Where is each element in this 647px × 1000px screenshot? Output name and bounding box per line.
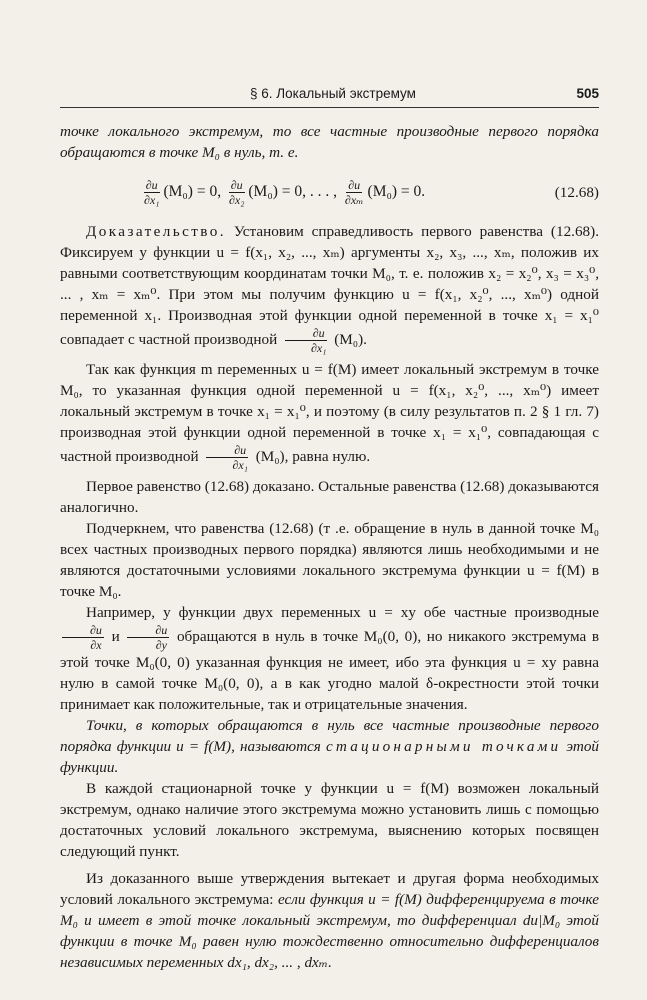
proof-fraction: $\frac{\partial u}{\text{∂x₁}}$ — [283, 326, 328, 355]
para5-fraction-x: $\frac{\partial u}{\partial x}$ — [62, 623, 104, 652]
fraction-3: $\frac{\partial u}{\text{∂xₘ}}$ — [344, 177, 364, 207]
paragraph-5: Например, у функции двух переменных u = xy обе частные производные $\frac{\partial u}{\partial x}$ и $\frac{\partial u}{\partial y}$ обращаются в нуль в точке M₀(0, 0), но никакого экстремума в этой точке M₀(0, 0) указанная функция не имеет, ибо эта функция u = xy равна нулю в самой точке M₀(0, 0), а в как угодно малой δ-окрестности этой точки принимает как положительные, так и отрицательные значения. — [60, 604, 600, 713]
page-body — [60, 121, 599, 973]
proof-label: Доказательство. — [86, 223, 226, 240]
paragraph-7: В каждой стационарной точке у функции u = f(M) возможен локальный экстремум, однако наличие этого экстремума можно установить лишь с помощью достаточных условий локального экстремума, выяснению которых посвящен следующий пункт. — [60, 780, 599, 860]
proof-paragraph: Доказательство. Установим справедливость первого равенства (12.68). Фиксируем у функции u = f(x₁, x₂, ..., xₘ) аргументы x₂, x₃, ..., xₘ, положив их равными соответствующим координатам точки M₀, т. е. положив x₂ = x₂⁰, x₃ = x₃⁰, ... , xₘ = xₘ⁰. При этом мы получим функцию u = f(x₁, x₂⁰, ..., xₘ⁰) одной переменной x₁. Производная этой функции одной переменной в точке x₁ = x₁⁰ совпадает с частной производной $\frac{\partial u}{\text{∂x₁}}$ (M₀). — [60, 223, 599, 355]
fraction-1: $\frac{\partial u}{\text{∂x₁}}$ — [144, 177, 160, 207]
para2-fraction: $\frac{\partial u}{\text{∂x₁}}$ — [204, 443, 249, 472]
paragraph-definition: Точки, в которых обращаются в нуль все частные производные первого порядка функции u = f(M), называются стационарными точками этой функции. — [60, 717, 600, 776]
section-title: § 6. Локальный экстремум — [250, 86, 416, 101]
fraction-2: $\frac{\partial u}{\text{∂x₂}}$ — [228, 177, 245, 207]
para5-fraction-y: $\frac{\partial u}{\partial y}$ — [127, 623, 169, 652]
equation-12-68 — [60, 163, 599, 221]
paragraph-4: Подчеркнем, что равенства (12.68) (т .е. обращение в нуль в данной точке M₀ всех частных производных первого порядка) являются лишь необходимыми и не являются достаточными условиями локального экстремума функции u = f(M) в точке M₀. — [60, 520, 599, 600]
page-number: 505 — [576, 86, 599, 101]
equation-expression: $\frac{\partial u}{\text{∂x₁}}$ (M₀) = 0, $\frac{\partial u}{\text{∂x₂}}$ (M₀) = 0, . . . , $\frac{\partial u}{\text{∂xₘ}}$ (M₀) = 0. — [144, 177, 426, 207]
running-header — [60, 86, 599, 101]
intro-text: точке локального экстремум, то все частные производные первого порядка обращаются в точке M₀ в нуль, т. е. — [60, 123, 599, 161]
term-stationary-points: стационарными точками — [325, 738, 562, 755]
paragraph-3: Первое равенство (12.68) доказано. Остальные равенства (12.68) доказываются аналогично. — [60, 478, 600, 516]
equation-number: (12.68) — [554, 183, 599, 201]
paragraph-8: Из доказанного выше утверждения вытекает и другая форма необходимых условий локального экстремума: если функция u = f(M) дифференцируема в точке M₀ и имеет в этой точке локальный экстремум, то дифференциал du|M₀ этой функции в точке M₀ равен нулю тождественно относительно дифференциалов независимых переменных dx₁, dx₂, ... , dxₘ. — [60, 870, 599, 971]
paragraph-2: Так как функция m переменных u = f(M) имеет локальный экстремум в точке M₀, то указанная функция одной переменной u = f(x₁, x₂⁰, ..., xₘ⁰) имеет локальный экстремум в точке x₁ = x₁⁰, и поэтому (в силу результатов п. 2 § 1 гл. 7) производная этой функции одной переменной в точке x₁ = x₁⁰, совпадающая с частной производной $\frac{\partial u}{\text{∂x₁}}$ (M₀), равна нулю. — [60, 361, 599, 472]
header-rule — [60, 107, 599, 108]
